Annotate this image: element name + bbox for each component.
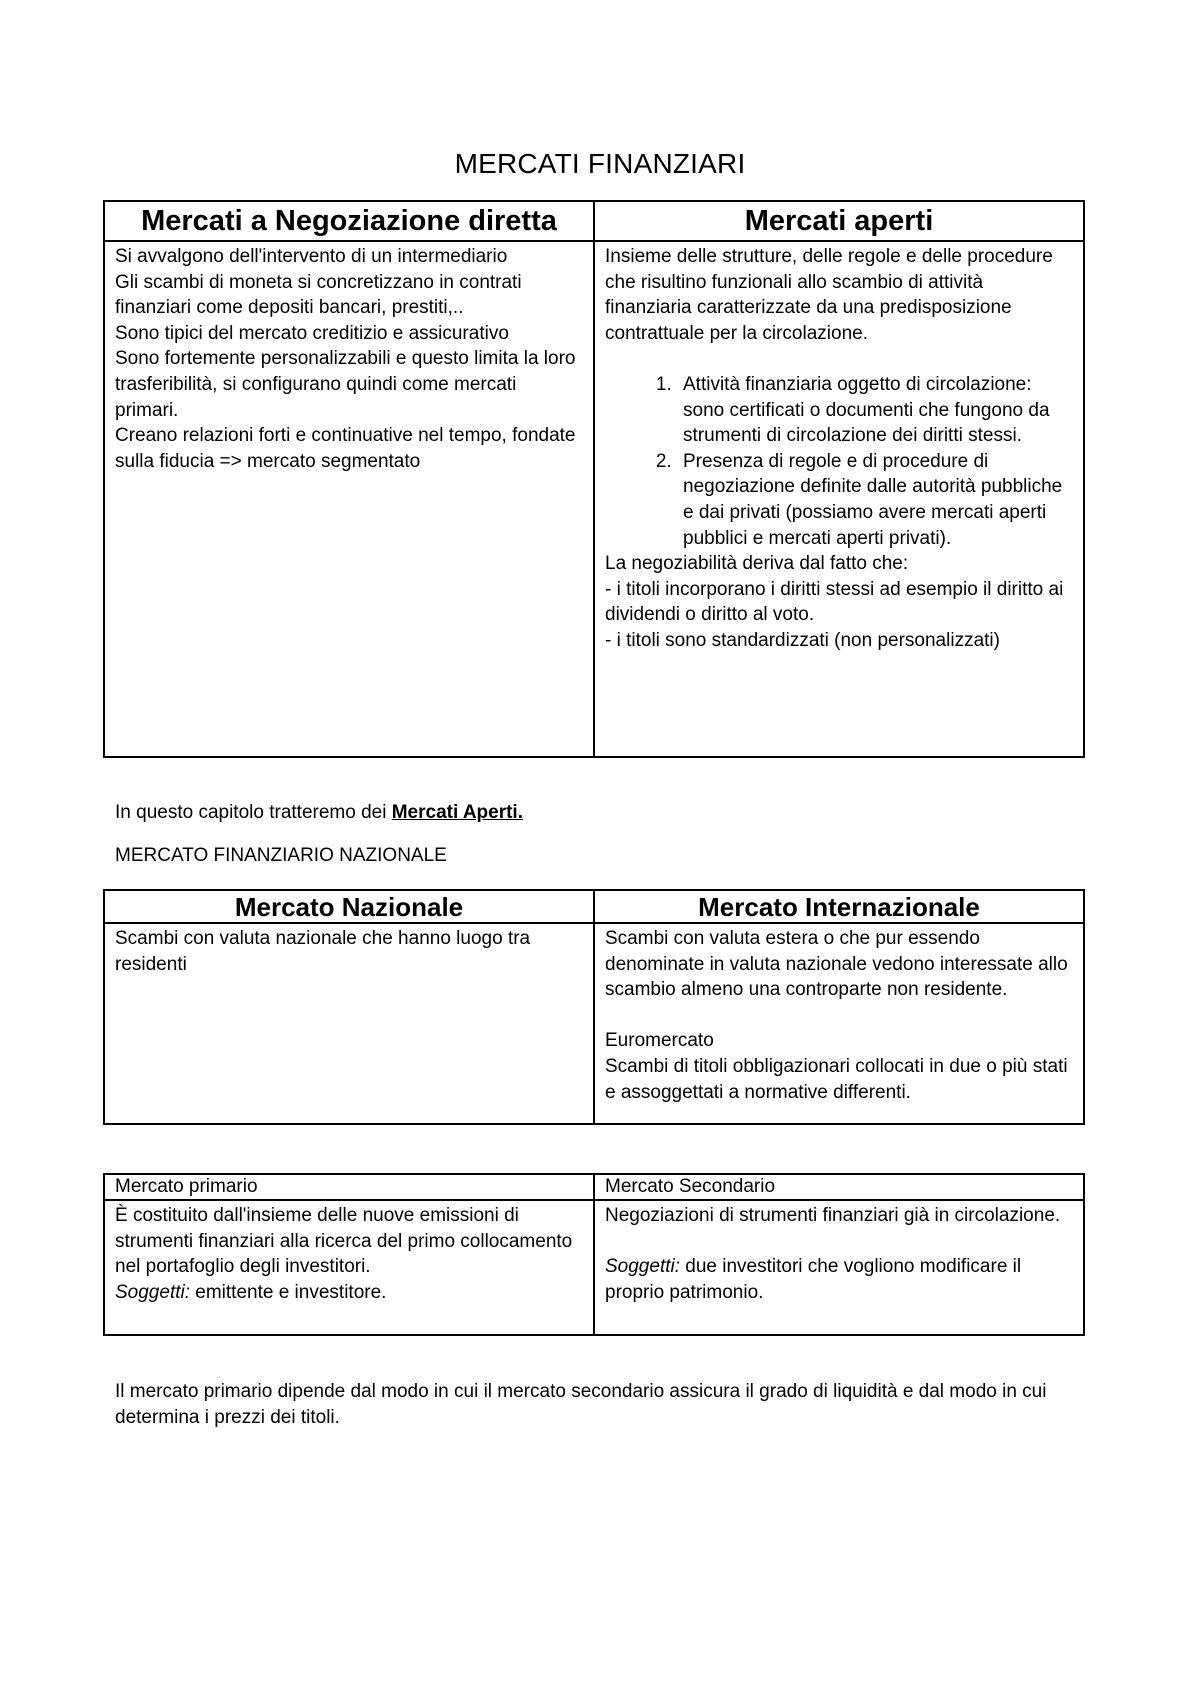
text-line: Si avvalgono dell'intervento di un intermediario	[115, 246, 508, 267]
section-heading: MERCATO FINANZIARIO NAZIONALE	[115, 845, 447, 866]
direct-negotiation-cell	[104, 241, 594, 757]
table-header-row	[104, 201, 1084, 241]
subjects-line	[605, 1254, 1073, 1305]
subjects-line	[115, 1280, 583, 1306]
subjects-label: Soggetti:	[115, 1281, 190, 1303]
intro-paragraph	[115, 800, 523, 826]
list-item: 1. Attività finanziaria oggetto di circolazione: sono certificati o documenti che fungono da strumenti di circolazione dei diritti stessi.	[677, 372, 1073, 449]
open-markets-definition: Insieme delle strutture, delle regole e delle procedure che risultino funzionali allo scambio di attività finanziaria caratterizzate da una predisposizione contrattuale per la circolazione.	[605, 246, 1053, 344]
text-line: Sono tipici del mercato creditizio e assicurativo	[115, 322, 509, 344]
national-international-table	[103, 889, 1085, 1125]
dash-item: - i titoli sono standardizzati (non personalizzati)	[605, 629, 1000, 651]
table-header-row	[104, 890, 1084, 923]
primary-market-cell	[104, 1200, 594, 1335]
page-title: MERCATI FINANZIARI	[454, 148, 746, 179]
header-secondary-market: Mercato Secondario	[594, 1174, 1084, 1200]
table-row	[104, 1200, 1084, 1335]
dash-item: - i titoli incorporano i diritti stessi ad esempio il diritto ai dividendi o diritto al voto.	[605, 578, 1064, 626]
table-header-row	[104, 1174, 1084, 1200]
table-row	[104, 923, 1084, 1124]
list-item: 2. Presenza di regole e di procedure di negoziazione definite dalle autorità pubbliche e dai privati (possiamo avere mercati aperti pubblici e mercati aperti privati).	[677, 449, 1073, 551]
intro-text: In questo capitolo tratteremo dei	[115, 802, 392, 823]
national-market-cell	[104, 923, 594, 1124]
text-line: Sono fortemente personalizzabili e questo limita la loro trasferibilità, si configurano quindi come mercati primari.	[115, 348, 576, 421]
euromarket-title: Euromercato	[605, 1030, 714, 1052]
text-line: È costituito dall'insieme delle nuove emissioni di strumenti finanziari alla ricerca del primo collocamento nel portafoglio degli investitori.	[115, 1205, 573, 1278]
negotiability-intro: La negoziabilità deriva dal fatto che:	[605, 553, 909, 575]
primary-secondary-table	[103, 1173, 1085, 1336]
header-national-market: Mercato Nazionale	[104, 890, 594, 923]
header-international-market: Mercato Internazionale	[594, 890, 1084, 923]
subjects-label: Soggetti:	[605, 1256, 680, 1278]
header-direct-negotiation: Mercati a Negoziazione diretta	[104, 201, 594, 241]
text-line: Creano relazioni forti e continuative nel tempo, fondate sulla fiducia => mercato segmentato	[115, 425, 576, 472]
international-market-cell	[594, 923, 1084, 1124]
text-line: Scambi con valuta nazionale che hanno luogo tra residenti	[115, 928, 531, 975]
open-markets-features-list	[605, 372, 1073, 551]
text-line: Gli scambi di moneta si concretizzano in contrati finanziari come depositi bancari, prestiti,..	[115, 271, 522, 319]
euromarket-text: Scambi di titoli obbligazionari collocati in due o più stati e assoggettati a normative differenti.	[605, 1055, 1068, 1103]
text-line: Negoziazioni di strumenti finanziari già in circolazione.	[605, 1205, 1061, 1226]
subjects-text: emittente e investitore.	[190, 1281, 387, 1303]
subjects-text: due investitori che vogliono modificare il proprio patrimonio.	[605, 1256, 1022, 1303]
text-line: Scambi con valuta estera o che pur essendo denominate in valuta nazionale vedono interessate allo scambio almeno una controparte non residente.	[605, 928, 1068, 1001]
table-row	[104, 241, 1084, 757]
header-open-markets: Mercati aperti	[594, 201, 1084, 241]
open-markets-cell	[594, 241, 1084, 757]
closing-paragraph: Il mercato primario dipende dal modo in cui il mercato secondario assicura il grado di liquidità e dal modo in cui determina i prezzi dei titoli.	[115, 1381, 1047, 1428]
intro-emphasis: Mercati Aperti.	[391, 802, 523, 823]
secondary-market-cell	[594, 1200, 1084, 1335]
header-primary-market: Mercato primario	[104, 1174, 594, 1200]
markets-comparison-table	[103, 200, 1085, 758]
